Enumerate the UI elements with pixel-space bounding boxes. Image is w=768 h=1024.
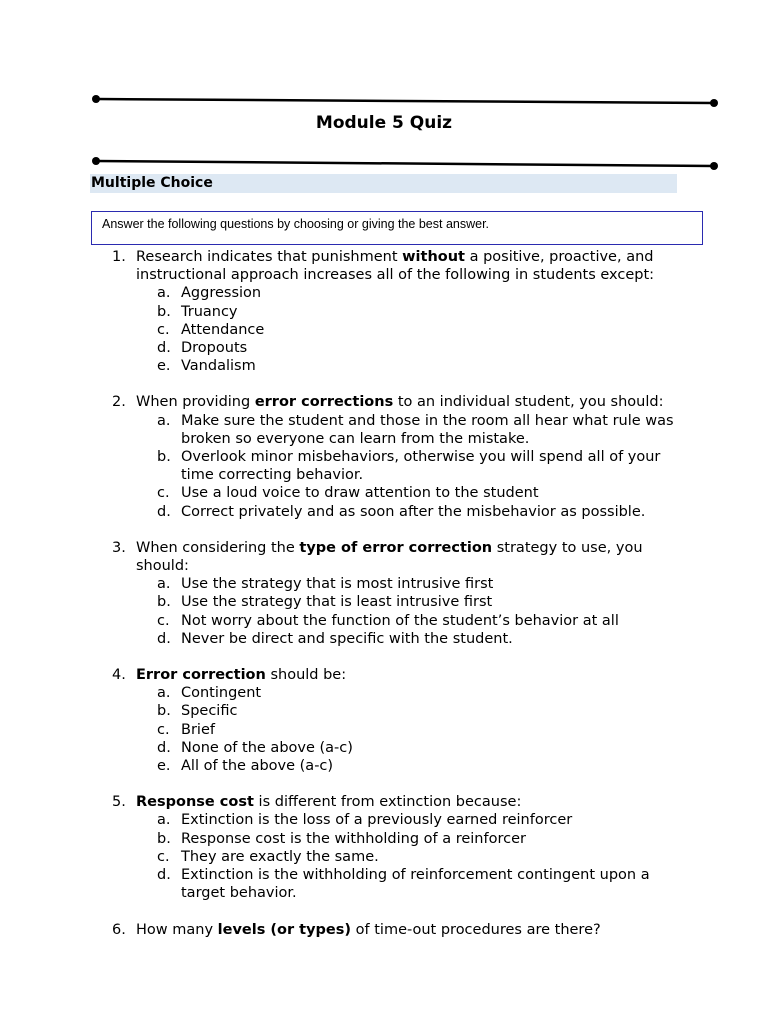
option-text: Overlook minor misbehaviors, otherwise you will spend all of your time correcting behavior.	[181, 449, 661, 484]
question-text-pre: When providing	[136, 394, 255, 411]
answer-option	[157, 739, 692, 757]
question-number: 6.	[112, 921, 126, 938]
answer-option	[157, 811, 692, 829]
question-key-term: type of error correction	[299, 539, 493, 556]
instructions-text: Answer the following questions by choosing or giving the best answer.	[102, 217, 490, 231]
option-text: Dropouts	[181, 340, 248, 357]
question-text-pre: When considering the	[136, 539, 300, 556]
question-text-pre: How many	[136, 921, 218, 938]
question-text	[136, 666, 692, 684]
option-text: Attendance	[181, 321, 265, 338]
answer-option	[157, 321, 692, 339]
answer-option	[157, 866, 692, 902]
page-title: Module 5 Quiz	[315, 113, 453, 133]
answer-option	[157, 757, 692, 775]
option-text: All of the above (a-c)	[181, 758, 334, 775]
option-text: None of the above (a-c)	[181, 739, 353, 756]
question-key-term: without	[402, 249, 465, 265]
option-letter: e.	[157, 758, 171, 775]
answer-option	[157, 575, 692, 593]
option-text: They are exactly the same.	[181, 848, 379, 865]
question-text-post: strategy to use, you should:	[136, 539, 643, 575]
option-text: Use the strategy that is least intrusive first	[181, 594, 493, 611]
option-text: Extinction is the withholding of reinforcement contingent upon a target behavior.	[181, 867, 650, 902]
answer-option	[157, 484, 692, 502]
question-stem	[112, 921, 692, 939]
option-letter: c.	[157, 848, 170, 865]
option-text: Aggression	[181, 285, 262, 302]
question-stem	[112, 248, 692, 284]
answer-option	[157, 357, 692, 375]
option-letter: b.	[157, 303, 171, 320]
option-text: Not worry about the function of the student’s behavior at all	[181, 612, 619, 629]
option-letter: e.	[157, 358, 171, 375]
question-text	[136, 393, 692, 411]
answer-option	[157, 339, 692, 357]
answer-option	[157, 830, 692, 848]
question-2	[112, 393, 692, 520]
answer-option	[157, 593, 692, 611]
option-text: Specific	[181, 703, 238, 720]
option-text: Vandalism	[181, 358, 256, 375]
option-letter: b.	[157, 449, 171, 466]
option-text: Correct privately and as soon after the misbehavior as possible.	[181, 503, 646, 520]
option-text: Extinction is the loss of a previously earned reinforcer	[181, 812, 573, 829]
bottom-title-rule	[96, 161, 714, 166]
option-letter: d.	[157, 340, 171, 357]
question-text-post: a positive, proactive, and instructional approach increases all of the following in students except:	[136, 249, 655, 284]
question-key-term: Error correction	[136, 667, 266, 684]
option-text: Truancy	[181, 303, 238, 320]
option-letter: d.	[157, 867, 171, 884]
instructions-box	[91, 211, 703, 245]
question-text	[136, 248, 692, 284]
question-key-term: Response cost	[136, 794, 254, 811]
answer-options	[157, 284, 692, 375]
option-letter: d.	[157, 739, 171, 756]
answer-option	[157, 303, 692, 321]
question-list	[112, 248, 692, 957]
answer-options	[157, 575, 692, 648]
answer-option	[157, 684, 692, 702]
answer-options	[157, 811, 692, 902]
option-letter: a.	[157, 412, 171, 429]
answer-option	[157, 503, 692, 521]
question-key-term: error corrections	[254, 394, 394, 411]
option-letter: a.	[157, 576, 171, 593]
option-letter: a.	[157, 812, 171, 829]
option-text: Never be direct and specific with the student.	[181, 630, 513, 647]
option-letter: b.	[157, 703, 171, 720]
option-letter: b.	[157, 830, 171, 847]
question-text-post: is different from extinction because:	[253, 794, 522, 811]
question-stem	[112, 793, 692, 811]
question-3	[112, 539, 692, 648]
answer-options	[157, 412, 692, 521]
answer-options	[157, 684, 692, 775]
question-text	[136, 921, 692, 939]
option-letter: d.	[157, 630, 171, 647]
option-text: Contingent	[181, 685, 262, 702]
option-text: Use the strategy that is most intrusive first	[181, 576, 494, 593]
option-letter: d.	[157, 503, 171, 520]
question-text-post: of time-out procedures are there?	[351, 921, 601, 938]
answer-option	[157, 721, 692, 739]
question-text	[136, 793, 692, 811]
question-number: 2.	[112, 394, 126, 411]
section-heading: Multiple Choice	[90, 174, 677, 193]
question-key-term: levels (or types)	[217, 921, 352, 938]
option-text: Use a loud voice to draw attention to the student	[181, 485, 539, 502]
question-stem	[112, 539, 692, 575]
question-number: 4.	[112, 667, 126, 684]
answer-option	[157, 702, 692, 720]
answer-option	[157, 630, 692, 648]
question-5	[112, 793, 692, 902]
question-stem	[112, 666, 692, 684]
question-text-post: should be:	[265, 667, 347, 684]
option-letter: c.	[157, 485, 170, 502]
option-letter: a.	[157, 685, 171, 702]
option-text: Make sure the student and those in the room all hear what rule was broken so everyone can learn from the mistake.	[181, 412, 674, 447]
question-number: 5.	[112, 794, 126, 811]
question-text-pre: Research indicates that punishment	[136, 249, 403, 265]
question-number: 3.	[112, 539, 126, 556]
option-letter: c.	[157, 721, 170, 738]
option-text: Response cost is the withholding of a reinforcer	[181, 830, 526, 847]
question-text	[136, 539, 692, 575]
question-number: 1.	[112, 249, 126, 265]
question-1	[112, 248, 692, 375]
question-6	[112, 921, 692, 939]
option-letter: c.	[157, 321, 170, 338]
option-letter: b.	[157, 594, 171, 611]
answer-option	[157, 612, 692, 630]
question-text-post: to an individual student, you should:	[393, 394, 664, 411]
option-letter: a.	[157, 285, 171, 302]
answer-option	[157, 448, 692, 484]
question-4	[112, 666, 692, 775]
answer-option	[157, 848, 692, 866]
option-text: Brief	[181, 721, 215, 738]
answer-option	[157, 412, 692, 448]
question-stem	[112, 393, 692, 411]
option-letter: c.	[157, 612, 170, 629]
answer-option	[157, 284, 692, 302]
